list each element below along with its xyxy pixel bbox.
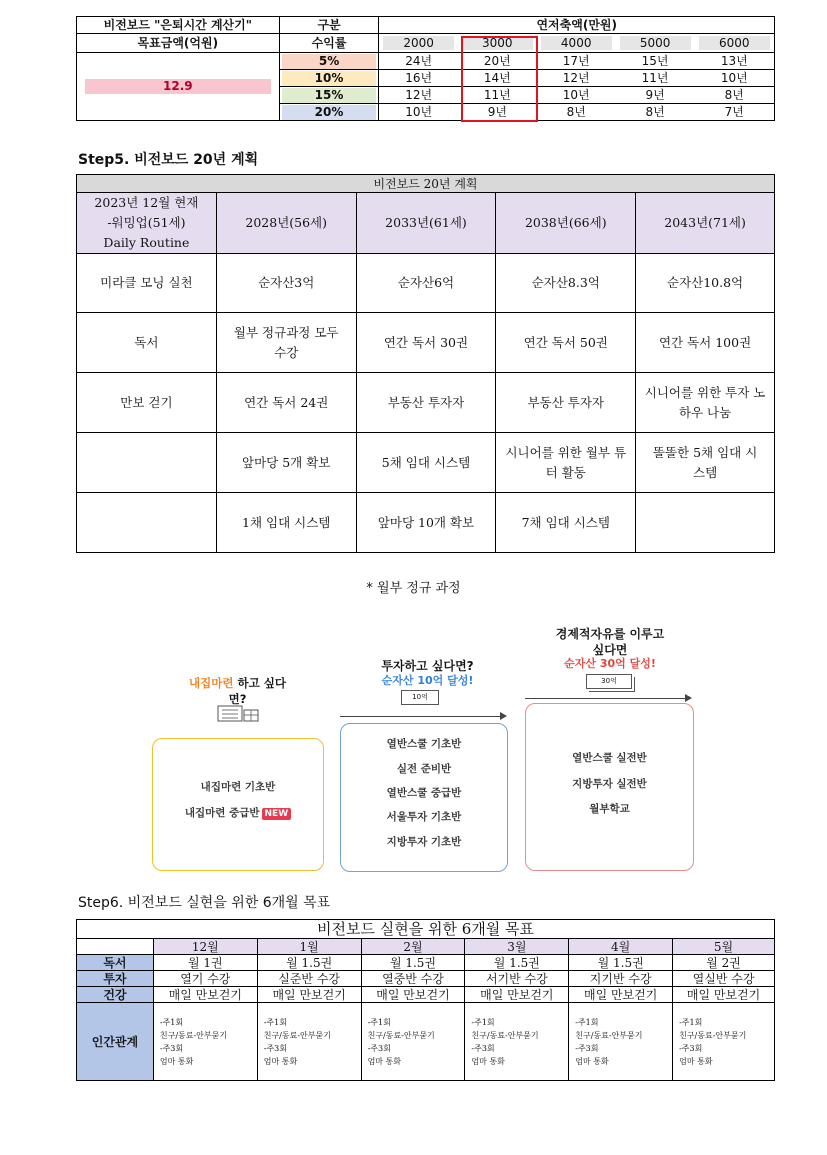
amount-header: 2000 bbox=[379, 34, 458, 53]
plan-cell: 시니어를 위한 월부 튜터 활동 bbox=[496, 433, 636, 493]
years-cell: 10년 bbox=[379, 104, 458, 121]
goal-cell: 월 1.5권 bbox=[361, 955, 465, 971]
goal-cell: 열중반 수강 bbox=[361, 971, 465, 987]
plan-cell: 똘똘한 5채 임대 시스템 bbox=[636, 433, 775, 493]
plan-header-year: 2038년(66세) bbox=[496, 193, 636, 254]
row-header-relationships: 인간관계 bbox=[77, 1003, 154, 1081]
years-cell: 13년 bbox=[695, 53, 775, 70]
month-header: 12월 bbox=[153, 939, 257, 955]
stage2-box bbox=[340, 723, 508, 872]
relations-cell: -주1회 친구/동료-안부묻기 -주3회 엄마 통화 bbox=[361, 1003, 465, 1081]
month-header: 5월 bbox=[673, 939, 775, 955]
rate-cell: 20% bbox=[279, 104, 379, 121]
plan-header-year: 2028년(56세) bbox=[216, 193, 356, 254]
savings-label: 연저축액(만원) bbox=[379, 17, 775, 34]
step6-title: Step6. 비전보드 실현을 위한 6개월 목표 bbox=[78, 895, 331, 911]
rate-cell: 5% bbox=[279, 53, 379, 70]
goal-cell: 월 1.5권 bbox=[257, 955, 361, 971]
target-value-cell bbox=[77, 53, 280, 121]
relations-cell: -주1회 친구/동료-안부묻기 -주3회 엄마 통화 bbox=[569, 1003, 673, 1081]
goal-cell: 월 1.5권 bbox=[569, 955, 673, 971]
money-stack-icon: 30억 bbox=[586, 674, 632, 689]
years-cell: 11년 bbox=[458, 87, 537, 104]
years-cell: 17년 bbox=[537, 53, 616, 70]
goal-cell: 열실반 수강 bbox=[673, 971, 775, 987]
goal-cell: 월 1권 bbox=[153, 955, 257, 971]
arrow-icon bbox=[340, 716, 505, 717]
years-cell: 20년 bbox=[458, 53, 537, 70]
goal-cell: 월 1.5권 bbox=[465, 955, 569, 971]
step5-title: Step5. 비전보드 20년 계획 bbox=[78, 152, 259, 168]
row-header-health: 건강 bbox=[77, 987, 154, 1003]
plan-cell: 7채 임대 시스템 bbox=[496, 493, 636, 553]
course-note: * 월부 정규 과정 bbox=[366, 581, 461, 596]
plan-header-year: 2033년(61세) bbox=[356, 193, 496, 254]
years-cell: 15년 bbox=[616, 53, 695, 70]
empty-cell bbox=[77, 939, 154, 955]
rate-label: 수익률 bbox=[279, 34, 379, 53]
years-cell: 11년 bbox=[616, 70, 695, 87]
new-badge: NEW bbox=[262, 808, 292, 820]
month-header: 4월 bbox=[569, 939, 673, 955]
amount-header: 3000 bbox=[458, 34, 537, 53]
goal-cell: 매일 만보걷기 bbox=[465, 987, 569, 1003]
goal-cell: 매일 만보걷기 bbox=[673, 987, 775, 1003]
rate-cell: 15% bbox=[279, 87, 379, 104]
rate-cell: 10% bbox=[279, 70, 379, 87]
stage2-title: 투자하고 싶다면? bbox=[381, 659, 474, 673]
month-header: 2월 bbox=[361, 939, 465, 955]
goal-cell: 매일 만보걷기 bbox=[569, 987, 673, 1003]
plan-cell bbox=[77, 433, 217, 493]
years-cell: 24년 bbox=[379, 53, 458, 70]
plan-cell: 앞마당 10개 확보 bbox=[356, 493, 496, 553]
years-cell: 8년 bbox=[616, 104, 695, 121]
years-cell: 16년 bbox=[379, 70, 458, 87]
goal-cell: 실준반 수강 bbox=[257, 971, 361, 987]
plan-cell: 독서 bbox=[77, 313, 217, 373]
years-cell: 8년 bbox=[537, 104, 616, 121]
plan-cell: 앞마당 5개 확보 bbox=[216, 433, 356, 493]
stage1-title: 내집마련 하고 싶다 면? bbox=[189, 676, 286, 706]
money-bill-icon: 10억 bbox=[401, 690, 439, 705]
years-cell: 10년 bbox=[537, 87, 616, 104]
years-cell: 14년 bbox=[458, 70, 537, 87]
goal-cell: 열기 수강 bbox=[153, 971, 257, 987]
plan-caption: 비전보드 20년 계획 bbox=[77, 175, 775, 193]
stage1-box bbox=[152, 738, 324, 871]
row-header-reading: 독서 bbox=[77, 955, 154, 971]
category-label: 구분 bbox=[279, 17, 379, 34]
target-value: 12.9 bbox=[85, 79, 271, 94]
amount-header: 5000 bbox=[616, 34, 695, 53]
relations-cell: -주1회 친구/동료-안부묻기 -주3회 엄마 통화 bbox=[153, 1003, 257, 1081]
stage2-subtitle: 순자산 10억 달성! bbox=[381, 674, 474, 687]
six-month-goals-table bbox=[76, 919, 775, 1081]
years-cell: 10년 bbox=[695, 70, 775, 87]
years-cell: 12년 bbox=[379, 87, 458, 104]
goal-cell: 월 2권 bbox=[673, 955, 775, 971]
goal-cell: 매일 만보걷기 bbox=[153, 987, 257, 1003]
plan-cell: 연간 독서 24권 bbox=[216, 373, 356, 433]
course-item: 내집마련 기초반 bbox=[200, 781, 276, 793]
plan-cell: 월부 정규과정 모두 수강 bbox=[216, 313, 356, 373]
goal-cell: 지기반 수강 bbox=[569, 971, 673, 987]
relations-cell: -주1회 친구/동료-안부묻기 -주3회 엄마 통화 bbox=[257, 1003, 361, 1081]
course-item: 열반스쿨 기초반 bbox=[386, 738, 462, 750]
plan-cell: 5채 임대 시스템 bbox=[356, 433, 496, 493]
relations-cell: -주1회 친구/동료-안부묻기 -주3회 엄마 통화 bbox=[465, 1003, 569, 1081]
years-cell: 9년 bbox=[616, 87, 695, 104]
course-item: 서울투자 기초반 bbox=[386, 811, 462, 823]
retirement-calculator-table bbox=[76, 16, 775, 121]
course-item: 실전 준비반 bbox=[396, 763, 452, 775]
stage3-box bbox=[525, 703, 694, 871]
plan-cell: 부동산 투자자 bbox=[496, 373, 636, 433]
arrow-icon bbox=[525, 698, 690, 699]
years-cell: 9년 bbox=[458, 104, 537, 121]
stage3-subtitle: 순자산 30억 달성! bbox=[564, 657, 656, 670]
plan-cell: 순자산6억 bbox=[356, 254, 496, 313]
years-cell: 8년 bbox=[695, 87, 775, 104]
twenty-year-plan-table bbox=[76, 174, 775, 553]
plan-cell: 순자산3억 bbox=[216, 254, 356, 313]
course-item: 지방투자 기초반 bbox=[386, 836, 462, 848]
plan-header-year: 2043년(71세) bbox=[636, 193, 775, 254]
plan-cell: 만보 걷기 bbox=[77, 373, 217, 433]
plan-header-now: 2023년 12월 현재 -워밍업(51세) Daily Routine bbox=[77, 193, 217, 254]
plan-cell: 1채 임대 시스템 bbox=[216, 493, 356, 553]
amount-header: 4000 bbox=[537, 34, 616, 53]
course-item: 지방투자 실전반 bbox=[572, 778, 647, 790]
goals-caption: 비전보드 실현을 위한 6개월 목표 bbox=[77, 920, 775, 939]
calculator-title: 비전보드 "은퇴시간 계산기" bbox=[77, 17, 280, 34]
relations-cell: -주1회 친구/동료-안부묻기 -주3회 엄마 통화 bbox=[673, 1003, 775, 1081]
goal-cell: 매일 만보걷기 bbox=[257, 987, 361, 1003]
amount-header: 6000 bbox=[695, 34, 775, 53]
plan-cell: 미라클 모닝 실천 bbox=[77, 254, 217, 313]
course-item: 내집마련 중급반 NEW bbox=[153, 805, 323, 820]
plan-cell: 시니어를 위한 투자 노하우 나눔 bbox=[636, 373, 775, 433]
plan-cell: 부동산 투자자 bbox=[356, 373, 496, 433]
plan-cell: 연간 독서 50권 bbox=[496, 313, 636, 373]
plan-cell bbox=[77, 493, 217, 553]
course-item: 열반스쿨 중급반 bbox=[386, 787, 462, 799]
plan-cell: 연간 독서 100권 bbox=[636, 313, 775, 373]
goal-cell: 서기반 수강 bbox=[465, 971, 569, 987]
month-header: 1월 bbox=[257, 939, 361, 955]
target-label: 목표금액(억원) bbox=[77, 34, 280, 53]
building-icon bbox=[216, 703, 262, 723]
years-cell: 12년 bbox=[537, 70, 616, 87]
row-header-investment: 투자 bbox=[77, 971, 154, 987]
plan-cell: 연간 독서 30권 bbox=[356, 313, 496, 373]
plan-cell: 순자산8.3억 bbox=[496, 254, 636, 313]
plan-cell bbox=[636, 493, 775, 553]
goal-cell: 매일 만보걷기 bbox=[361, 987, 465, 1003]
course-item: 열반스쿨 실전반 bbox=[572, 752, 647, 764]
plan-cell: 순자산10.8억 bbox=[636, 254, 775, 313]
month-header: 3월 bbox=[465, 939, 569, 955]
years-cell: 7년 bbox=[695, 104, 775, 121]
course-item: 월부학교 bbox=[589, 803, 630, 815]
stage3-title: 경제적자유를 이루고 싶다면 bbox=[555, 627, 665, 657]
